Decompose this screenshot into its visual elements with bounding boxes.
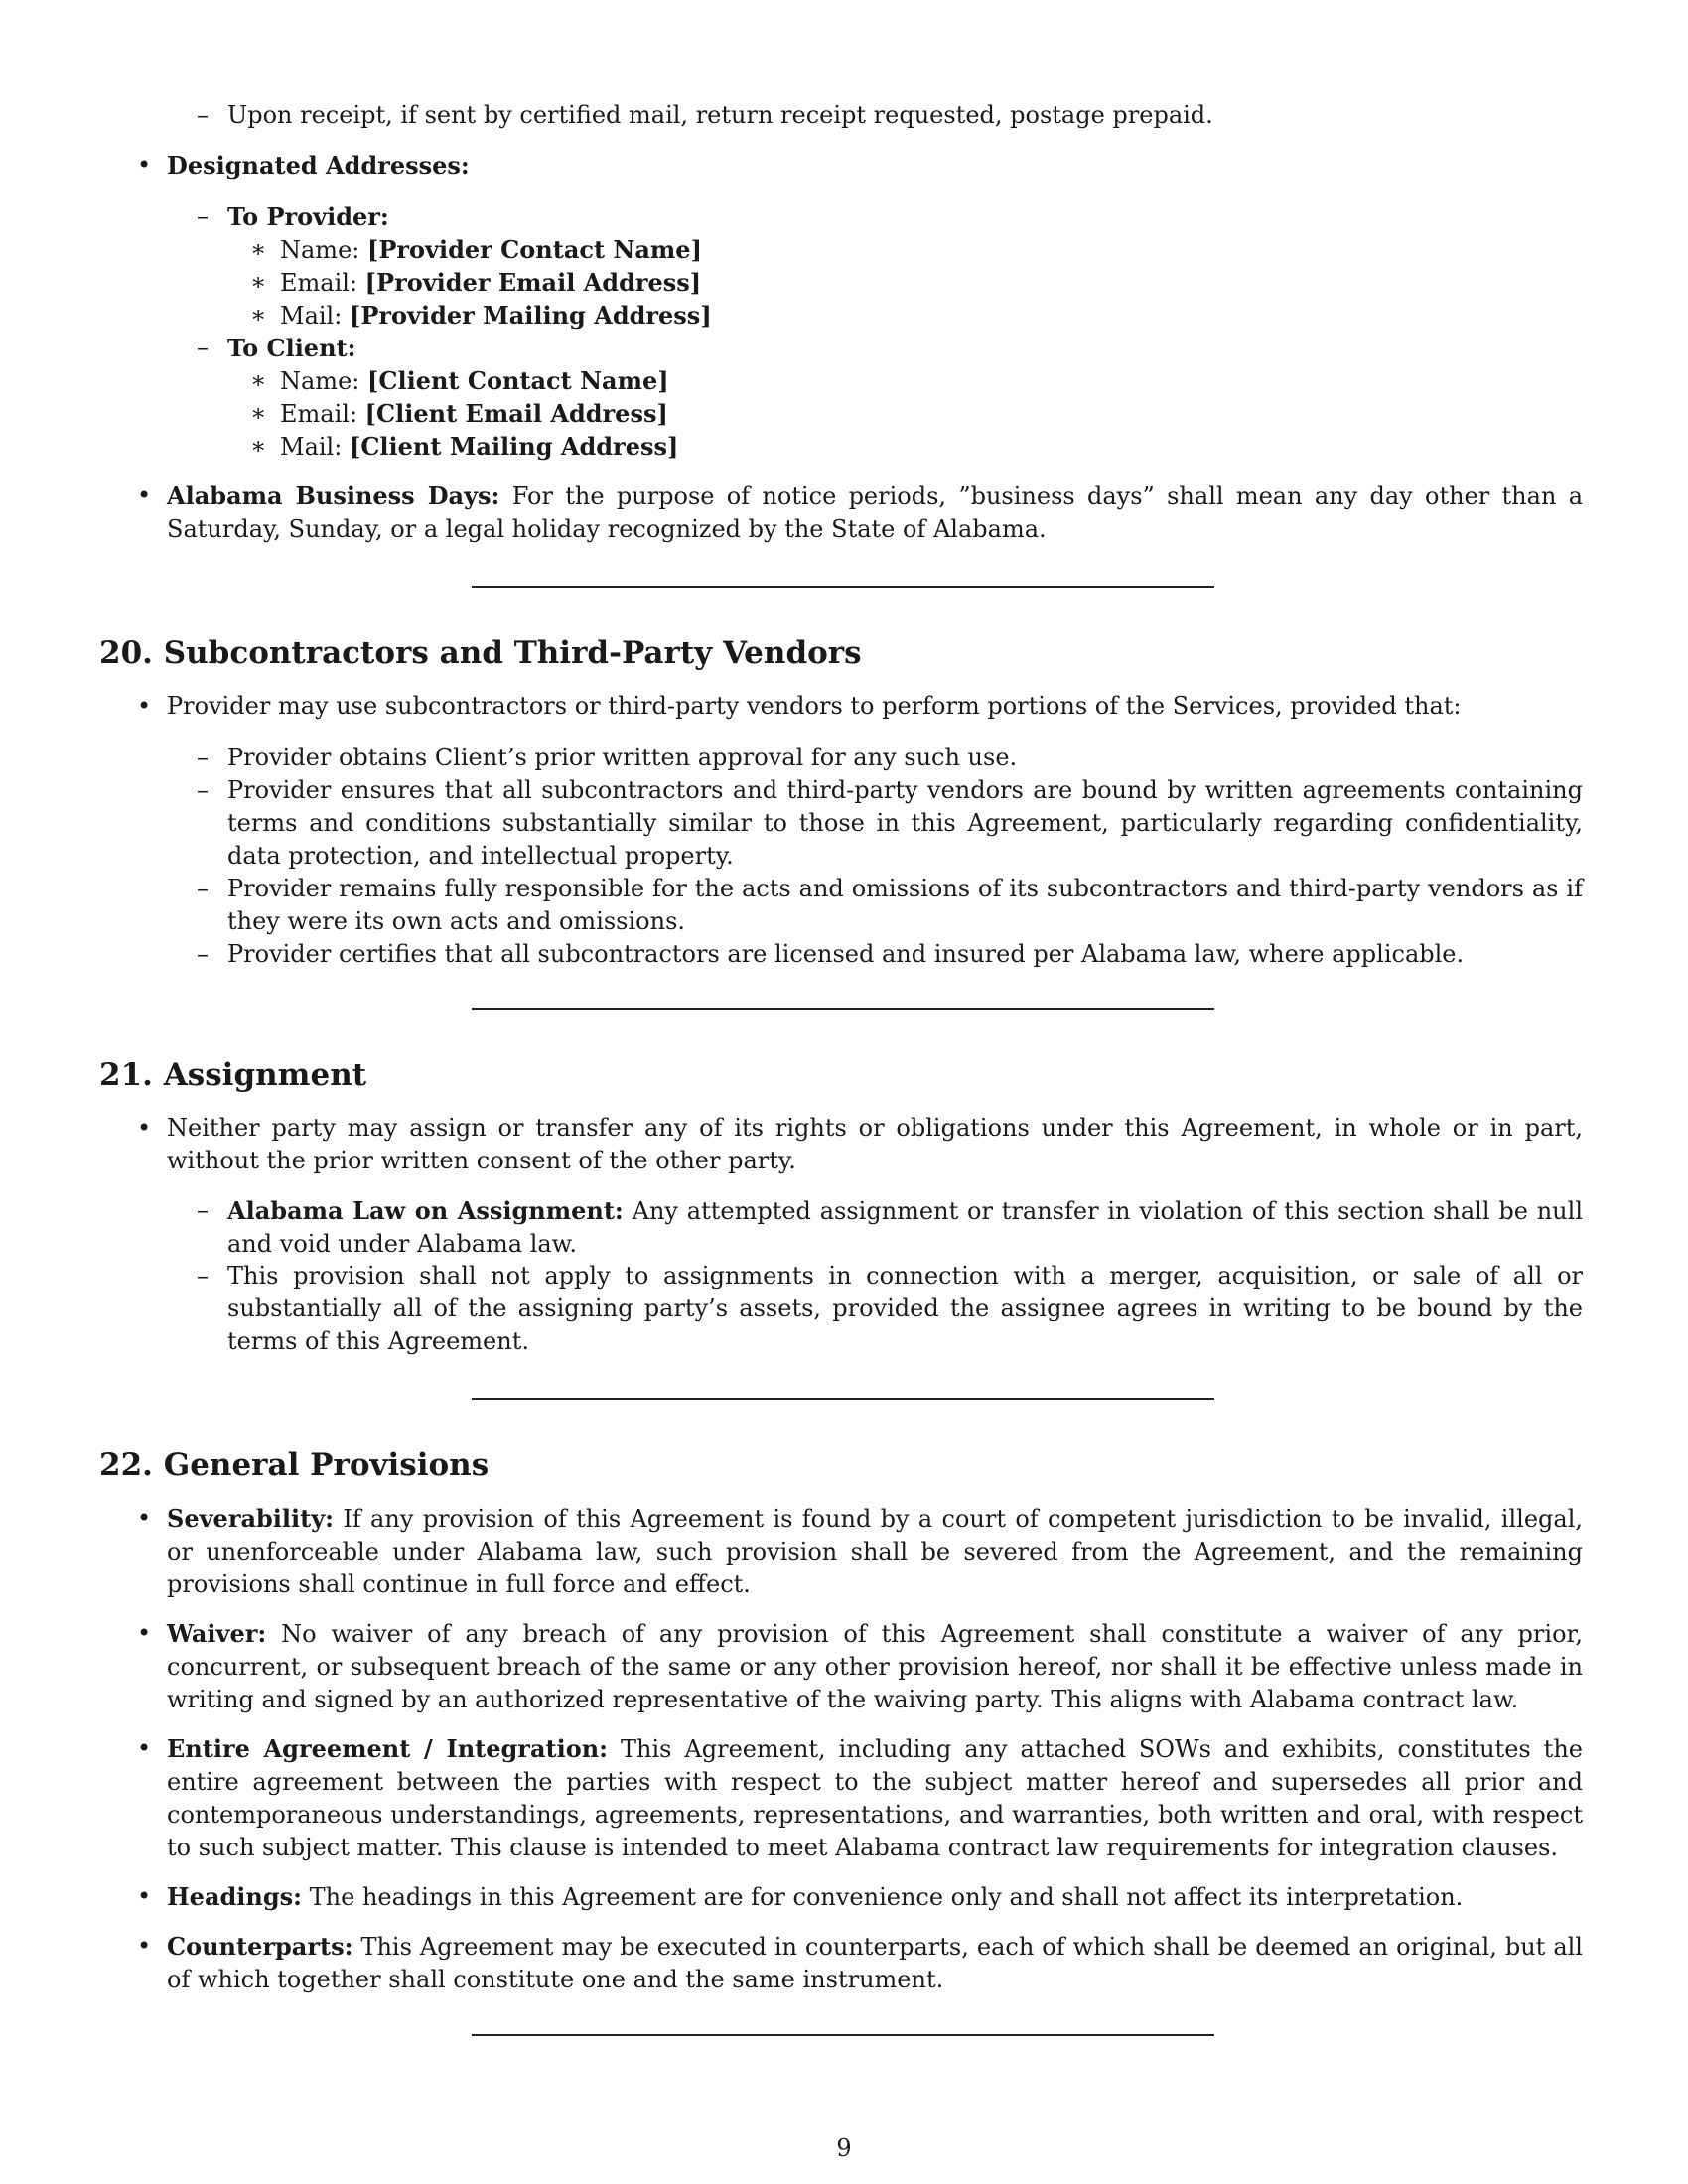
section-22-heading: 22. General Provisions [99, 1447, 490, 1483]
client-mail-label: Mail: [280, 433, 343, 461]
section-20-item-text: Provider obtains Client’s prior written approval for any such use. [227, 744, 1018, 771]
bullet: • [137, 692, 152, 720]
client-name-label: Name: [280, 367, 360, 395]
bullet: • [137, 1734, 152, 1762]
notice-method-text: Upon receipt, if sent by certified mail, return receipt requested, postage prepaid. [227, 101, 1213, 129]
assignment-exception-text: This provision shall not apply to assignments in connection with a merger, acquisition, or sale of all or substantially all of the assigning party’s assets, provided the assignee agrees in writing to be bound by the terms of this Agreement. [227, 1262, 1583, 1355]
section-divider [472, 2034, 1214, 2036]
section-divider [472, 1008, 1214, 1010]
assignment-law-label: Alabama Law on Assignment: [227, 1196, 624, 1225]
headings-label: Headings: [167, 1882, 302, 1911]
section-divider [472, 586, 1214, 588]
business-days-text: For the purpose of notice periods, ”business days” shall mean any day other than a Saturday, Sunday, or a legal holiday recognized by the State of Alabama. [167, 482, 1583, 543]
dash-bullet: – [197, 203, 209, 230]
counterparts-label: Counterparts: [167, 1932, 353, 1961]
provider-name-label: Name: [280, 236, 360, 264]
to-provider-label: To Provider: [227, 203, 389, 231]
bullet: • [137, 1619, 152, 1647]
section-20-item-text: Provider ensures that all subcontractors and third-party vendors are bound by written agreements containing terms and conditions substantially similar to those in this Agreement, particularly regarding confidentiality, data protection, and intellectual property. [227, 776, 1583, 870]
star-bullet: ∗ [250, 366, 267, 394]
provider-email-label: Email: [280, 269, 358, 297]
client-name-value: [Client Contact Name] [367, 366, 669, 395]
business-days-label: Alabama Business Days: [167, 481, 500, 510]
waiver-label: Waiver: [167, 1619, 267, 1648]
star-bullet: ∗ [250, 301, 267, 329]
bullet: • [137, 1504, 152, 1532]
page-number: 9 [836, 2134, 852, 2162]
bullet: • [137, 1882, 152, 1910]
counterparts-text: This Agreement may be executed in counterparts, each of which shall be deemed an original, but all of which together shall constitute one and the same instrument. [167, 1933, 1583, 1993]
dash-bullet: – [197, 744, 209, 771]
dash-bullet: – [197, 334, 209, 361]
provider-email-value: [Provider Email Address] [364, 268, 702, 297]
severability-text: If any provision of this Agreement is found by a court of competent jurisdiction to be invalid, illegal, or unenforceable under Alabama law, such provision shall be severed from the Agreement, and the remaining provisions shall continue in full force and effect. [167, 1505, 1583, 1598]
star-bullet: ∗ [250, 235, 267, 263]
star-bullet: ∗ [250, 399, 267, 427]
star-bullet: ∗ [250, 268, 267, 296]
to-client-label: To Client: [227, 334, 356, 362]
headings-text: The headings in this Agreement are for convenience only and shall not affect its interpretation. [309, 1883, 1464, 1911]
entire-agreement-text: This Agreement, including any attached SOWs and exhibits, constitutes the entire agreement between the parties with respect to the subject matter hereof and supersedes all prior and contemporaneous understandings, agreements, representations, and warranties, both written and oral, with respect to such subject matter. This clause is intended to meet Alabama contract law requirements for integration clauses. [167, 1735, 1583, 1861]
section-20-item-text: Provider certifies that all subcontractors are licensed and insured per Alabama law, where applicable. [227, 940, 1465, 968]
client-email-value: [Client Email Address] [364, 399, 668, 428]
dash-bullet: – [197, 776, 209, 804]
waiver-text: No waiver of any breach of any provision of this Agreement shall constitute a waiver of any prior, concurrent, or subsequent breach of the same or any other provision hereof, nor shall it be effective unless made in writing and signed by an authorized representative of the waiving party. This aligns with Alabama contract law. [167, 1620, 1583, 1713]
severability-label: Severability: [167, 1504, 335, 1533]
section-20-item-text: Provider remains fully responsible for the acts and omissions of its subcontractors and third-party vendors as if they were its own acts and omissions. [227, 875, 1583, 935]
section-21-heading: 21. Assignment [99, 1057, 367, 1093]
client-email-label: Email: [280, 400, 358, 428]
designated-addresses-label: Designated Addresses: [167, 151, 470, 180]
section-21-intro: Neither party may assign or transfer any of its rights or obligations under this Agreement, in whole or in part, without the prior written consent of the other party. [167, 1114, 1583, 1174]
section-divider [472, 1398, 1214, 1400]
bullet: • [137, 481, 152, 509]
client-mail-value: [Client Mailing Address] [349, 432, 679, 461]
section-20-intro: Provider may use subcontractors or third-party vendors to perform portions of the Services, provided that: [167, 692, 1462, 720]
provider-mail-label: Mail: [280, 302, 343, 330]
provider-mail-value: [Provider Mailing Address] [349, 301, 712, 330]
bullet: • [137, 151, 152, 179]
dash-bullet: – [197, 101, 209, 129]
star-bullet: ∗ [250, 432, 267, 460]
dash-bullet: – [197, 875, 209, 902]
section-20-heading: 20. Subcontractors and Third-Party Vendors [99, 635, 862, 671]
assignment-law-text: Any attempted assignment or transfer in violation of this section shall be null and void under Alabama law. [227, 1197, 1583, 1258]
provider-name-value: [Provider Contact Name] [367, 235, 702, 264]
bullet: • [137, 1114, 152, 1142]
dash-bullet: – [197, 940, 209, 968]
bullet: • [137, 1932, 152, 1960]
dash-bullet: – [197, 1262, 209, 1290]
dash-bullet: – [197, 1196, 209, 1224]
entire-agreement-label: Entire Agreement / Integration: [167, 1734, 609, 1763]
